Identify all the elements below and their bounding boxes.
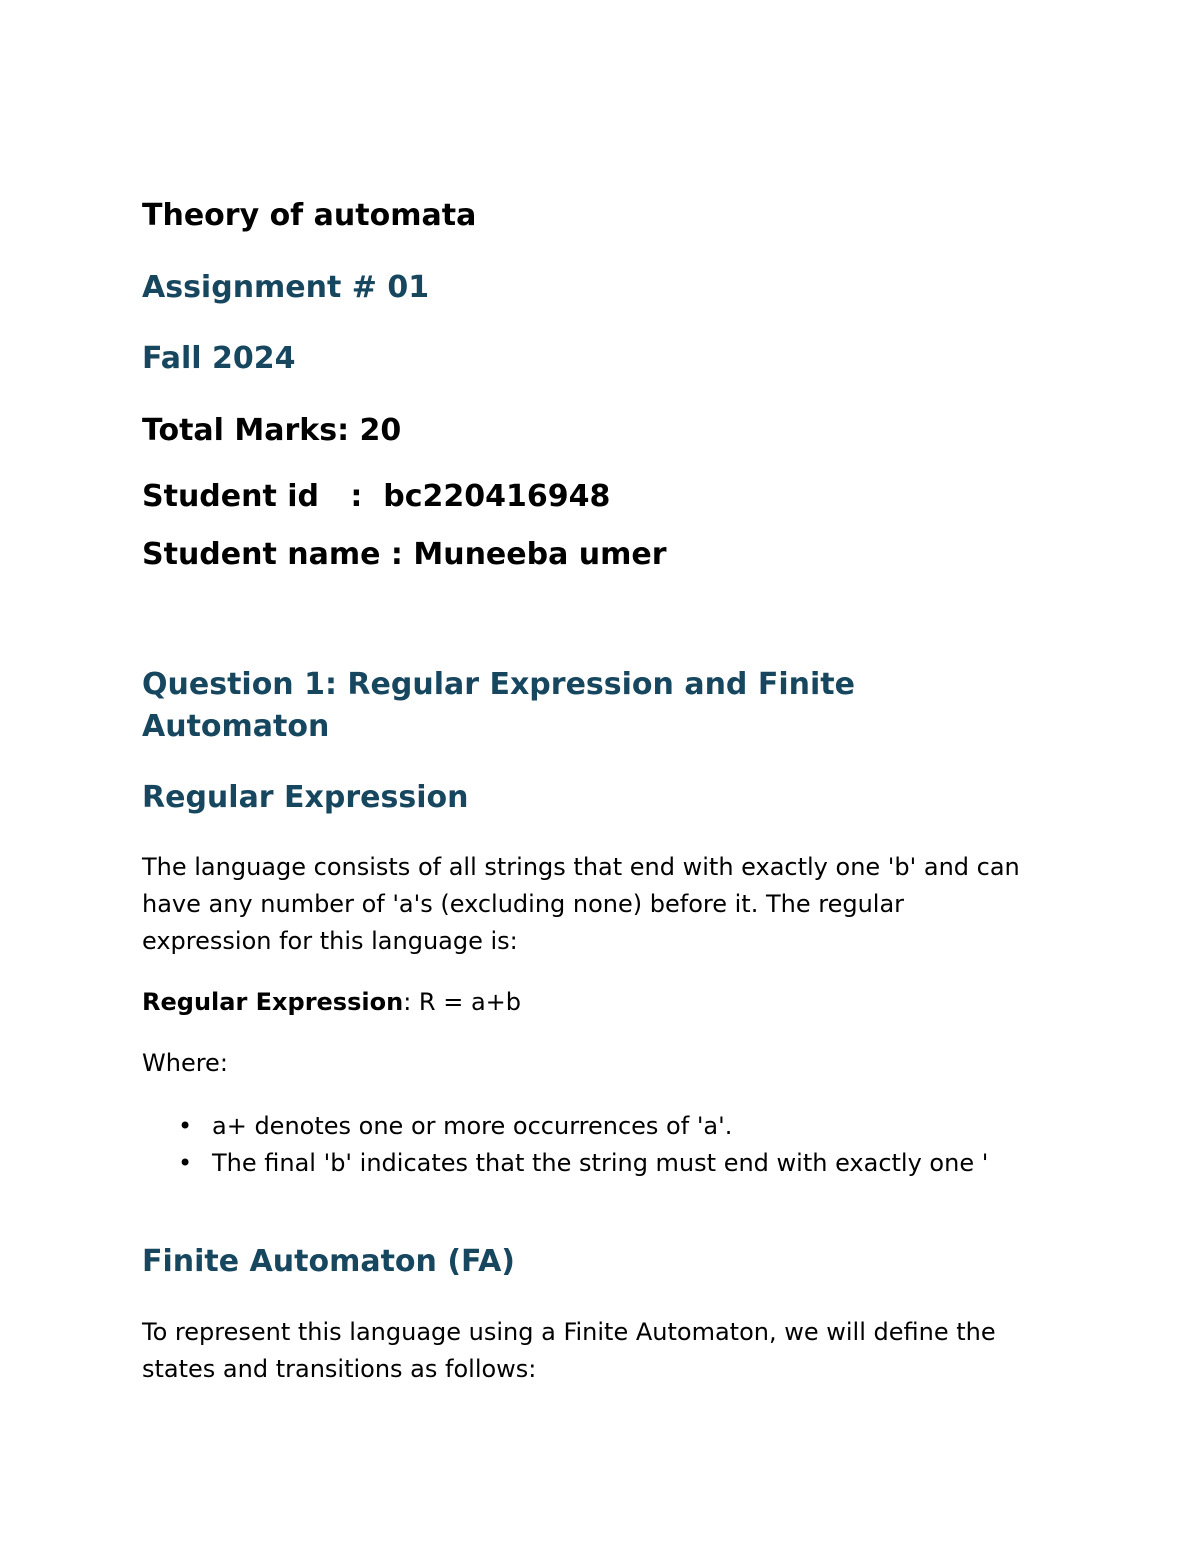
finite-automaton-paragraph: To represent this language using a Finite Automaton, we will define the states and transitions as follows: — [142, 1318, 996, 1383]
total-marks: Total Marks: 20 — [142, 413, 402, 448]
term-title: Fall 2024 — [142, 341, 296, 376]
bullet-icon: • — [178, 1112, 193, 1140]
regular-expression-label: Regular Expression — [142, 988, 404, 1016]
bullet-text: The final 'b' indicates that the string must end with exactly one ' — [212, 1149, 989, 1177]
list-item — [142, 1145, 1032, 1182]
question-1-title-line-1: Question 1: Regular Expression and Finite — [142, 667, 855, 702]
assignment-title: Assignment # 01 — [142, 270, 430, 305]
where-bullet-list — [142, 1108, 1032, 1182]
regular-expression-definition — [142, 984, 1032, 1021]
regular-expression-heading: Regular Expression — [142, 780, 469, 815]
student-id: Student id : bc220416948 — [142, 479, 611, 514]
finite-automaton-heading: Finite Automaton (FA) — [142, 1244, 516, 1279]
question-1-title-line-2: Automaton — [142, 709, 330, 744]
regular-expression-paragraph: The language consists of all strings that end with exactly one 'b' and can have any number of 'a's (excluding none) before it. The regular expression for this language is: — [142, 853, 1020, 955]
course-title: Theory of automata — [142, 198, 477, 233]
bullet-text: a+ denotes one or more occurrences of 'a'. — [212, 1112, 733, 1140]
where-label: Where: — [142, 1049, 228, 1077]
bullet-icon: • — [178, 1149, 193, 1177]
regular-expression-value: : R = a+b — [403, 988, 521, 1016]
list-item — [142, 1108, 1032, 1145]
student-name: Student name : Muneeba umer — [142, 537, 667, 572]
